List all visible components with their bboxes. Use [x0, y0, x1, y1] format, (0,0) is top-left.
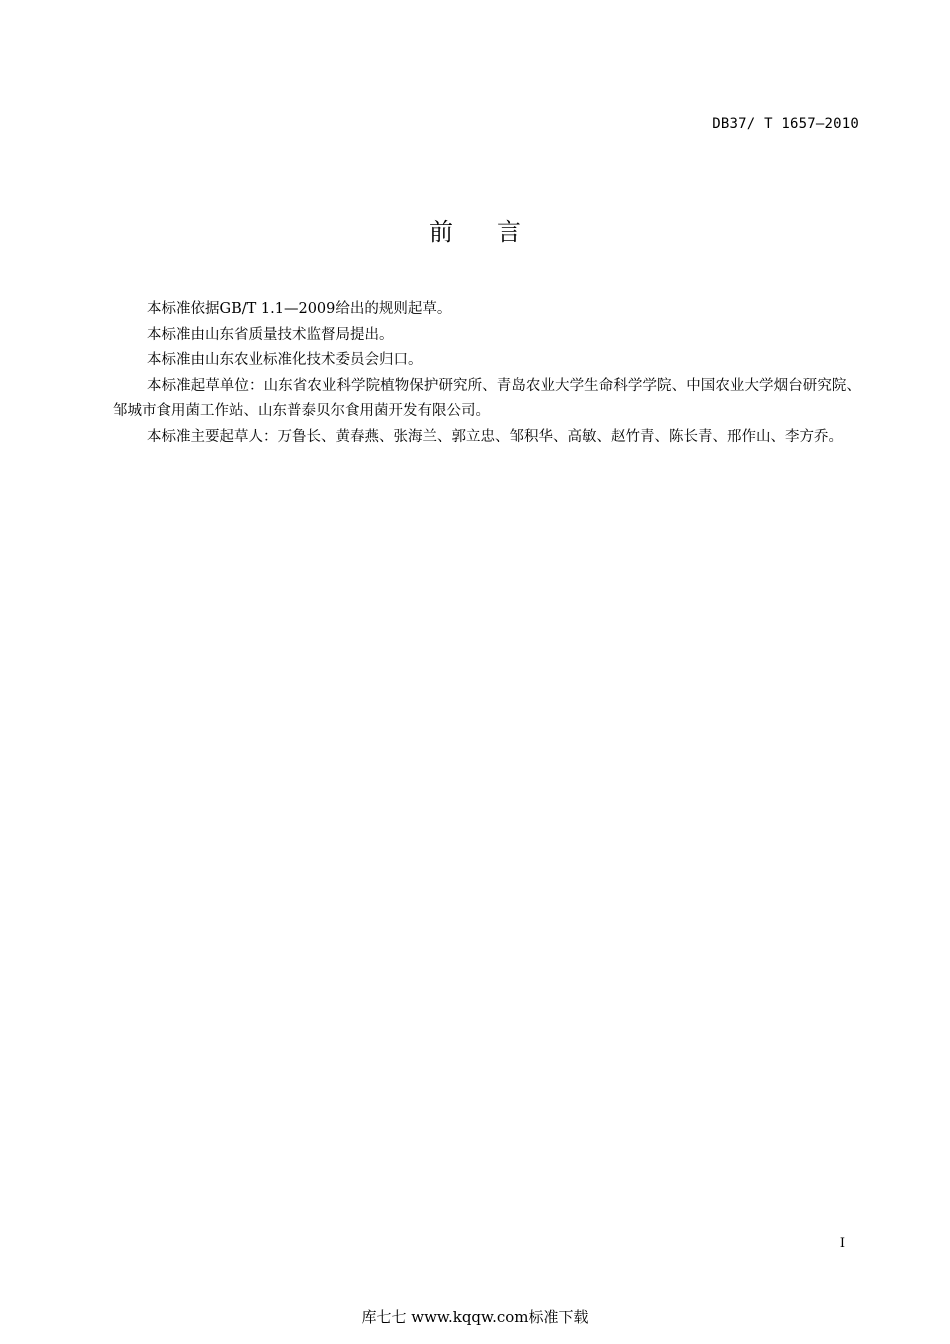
- standard-code: DB37/ T 1657—2010: [712, 116, 859, 132]
- paragraph-administered-by: 本标准由山东农业标准化技术委员会归口。: [147, 352, 423, 368]
- foreword-body: [113, 297, 861, 450]
- page-number: I: [839, 1236, 845, 1251]
- download-source-footer: 库七七 www.kqqw.com标准下载: [361, 1308, 589, 1326]
- paragraph-drafting-rules: 本标准依据GB/T 1.1—2009给出的规则起草。: [147, 301, 452, 317]
- paragraph-drafting-units: 本标准起草单位：山东省农业科学院植物保护研究所、青岛农业大学生命科学学院、中国农业大学烟台研究院、邹城市食用菌工作站、山东普泰贝尔食用菌开发有限公司。: [113, 377, 861, 419]
- paragraph-proposed-by: 本标准由山东省质量技术监督局提出。: [147, 326, 394, 343]
- paragraph-main-drafters: 本标准主要起草人：万鲁长、黄春燕、张海兰、郭立忠、邹积华、高敏、赵竹青、陈长青、邢作山、李方乔。: [147, 428, 843, 445]
- page-title: 前言: [429, 218, 565, 246]
